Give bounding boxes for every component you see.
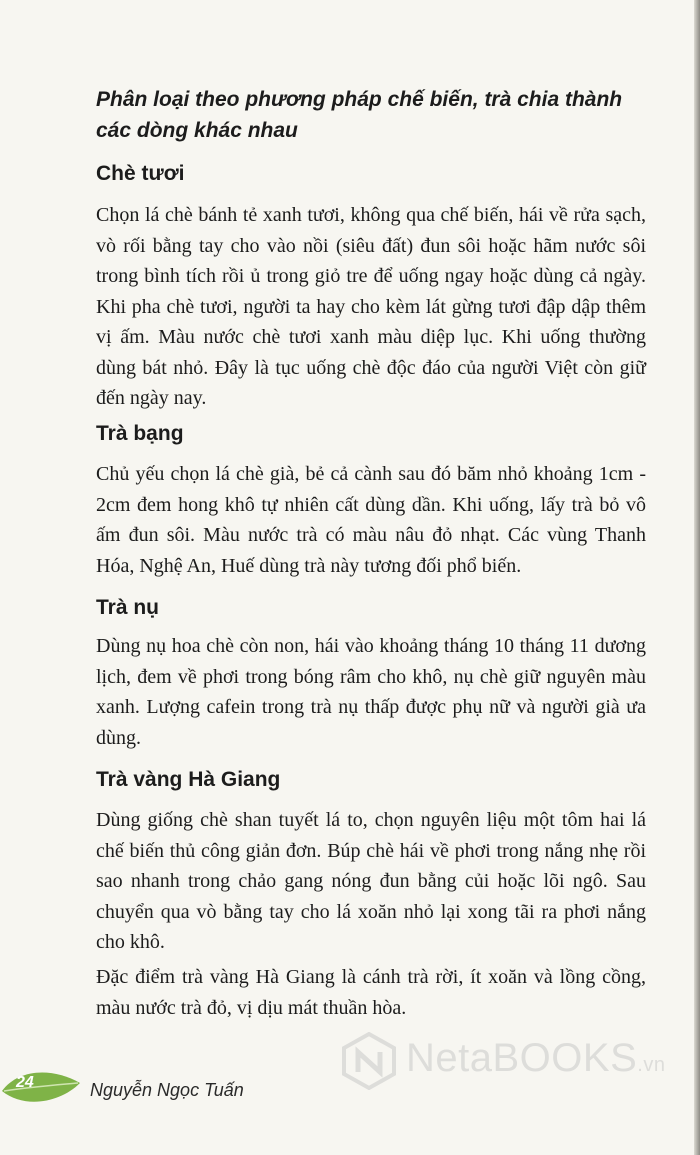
page-edge: [694, 0, 700, 1155]
author-name: Nguyễn Ngọc Tuấn: [90, 1080, 244, 1100]
page-number: 24: [16, 1074, 34, 1091]
paragraph-tra-vang-1: Dùng giống chè shan tuyết lá to, chọn nguyên liệu một tôm hai lá chế biến thủ công giản đơn. Búp chè hái về phơi trong nắng nhẹ rồi sao nhanh trong chảo gang nóng đun bằng củi hoặc lõi ngô. Sau chuyển qua vò bằng tay cho lá xoăn nhỏ lại xong tãi ra phơi nắng cho khô.: [96, 809, 646, 953]
heading-tra-bang: Trà bạng: [96, 422, 184, 445]
section-title: Phân loại theo phương pháp chế biến, trà chia thành các dòng khác nhau: [96, 88, 623, 142]
watermark: [340, 1030, 685, 1090]
paragraph-tra-bang: Chủ yếu chọn lá chè già, bẻ cả cành sau đó băm nhỏ khoảng 1cm - 2cm đem hong khô tự nhiên cất dùng dần. Khi uống, lấy trà bỏ vô ấm đun sôi. Màu nước trà có màu nâu đỏ nhạt. Các vùng Thanh Hóa, Nghệ An, Huế dùng trà này tương đối phổ biến.: [96, 463, 646, 577]
watermark-suffix: .vn: [637, 1054, 666, 1076]
paragraph-tra-vang-2: Đặc điểm trà vàng Hà Giang là cánh trà rời, ít xoăn và lồng cồng, màu nước trà đỏ, vị dịu mát thuần hòa.: [96, 966, 646, 1019]
netabooks-logo-icon: [340, 1032, 398, 1090]
paragraph-tra-nu: Dùng nụ hoa chè còn non, hái vào khoảng tháng 10 tháng 11 dương lịch, đem về phơi trong bóng râm cho khô, nụ chè giữ nguyên màu xanh. Lượng cafein trong trà nụ thấp được phụ nữ và người già ưa dùng.: [96, 635, 646, 749]
watermark-brand: NetaBOOKS: [406, 1036, 638, 1080]
heading-tra-vang-ha-giang: Trà vàng Hà Giang: [96, 768, 281, 791]
heading-tra-nu: Trà nụ: [96, 596, 160, 619]
tea-leaf-icon: [0, 1063, 82, 1113]
watermark-text: [406, 1036, 665, 1081]
paragraph-che-tuoi: Chọn lá chè bánh tẻ xanh tươi, không qua chế biến, hái về rửa sạch, vò rối bằng tay cho vào nồi (siêu đất) đun sôi hoặc hãm nước sôi trong bình tích rồi ủ trong giỏ tre để uống ngay hoặc dùng cả ngày. Khi pha chè tươi, người ta hay cho kèm lát gừng tươi đập dập thêm vị ấm. Màu nước chè tươi xanh màu diệp lục. Khi uống thường dùng bát nhỏ. Đây là tục uống chè độc đáo của người Việt còn giữ đến ngày nay.: [96, 204, 646, 409]
heading-che-tuoi: Chè tươi: [96, 162, 185, 185]
